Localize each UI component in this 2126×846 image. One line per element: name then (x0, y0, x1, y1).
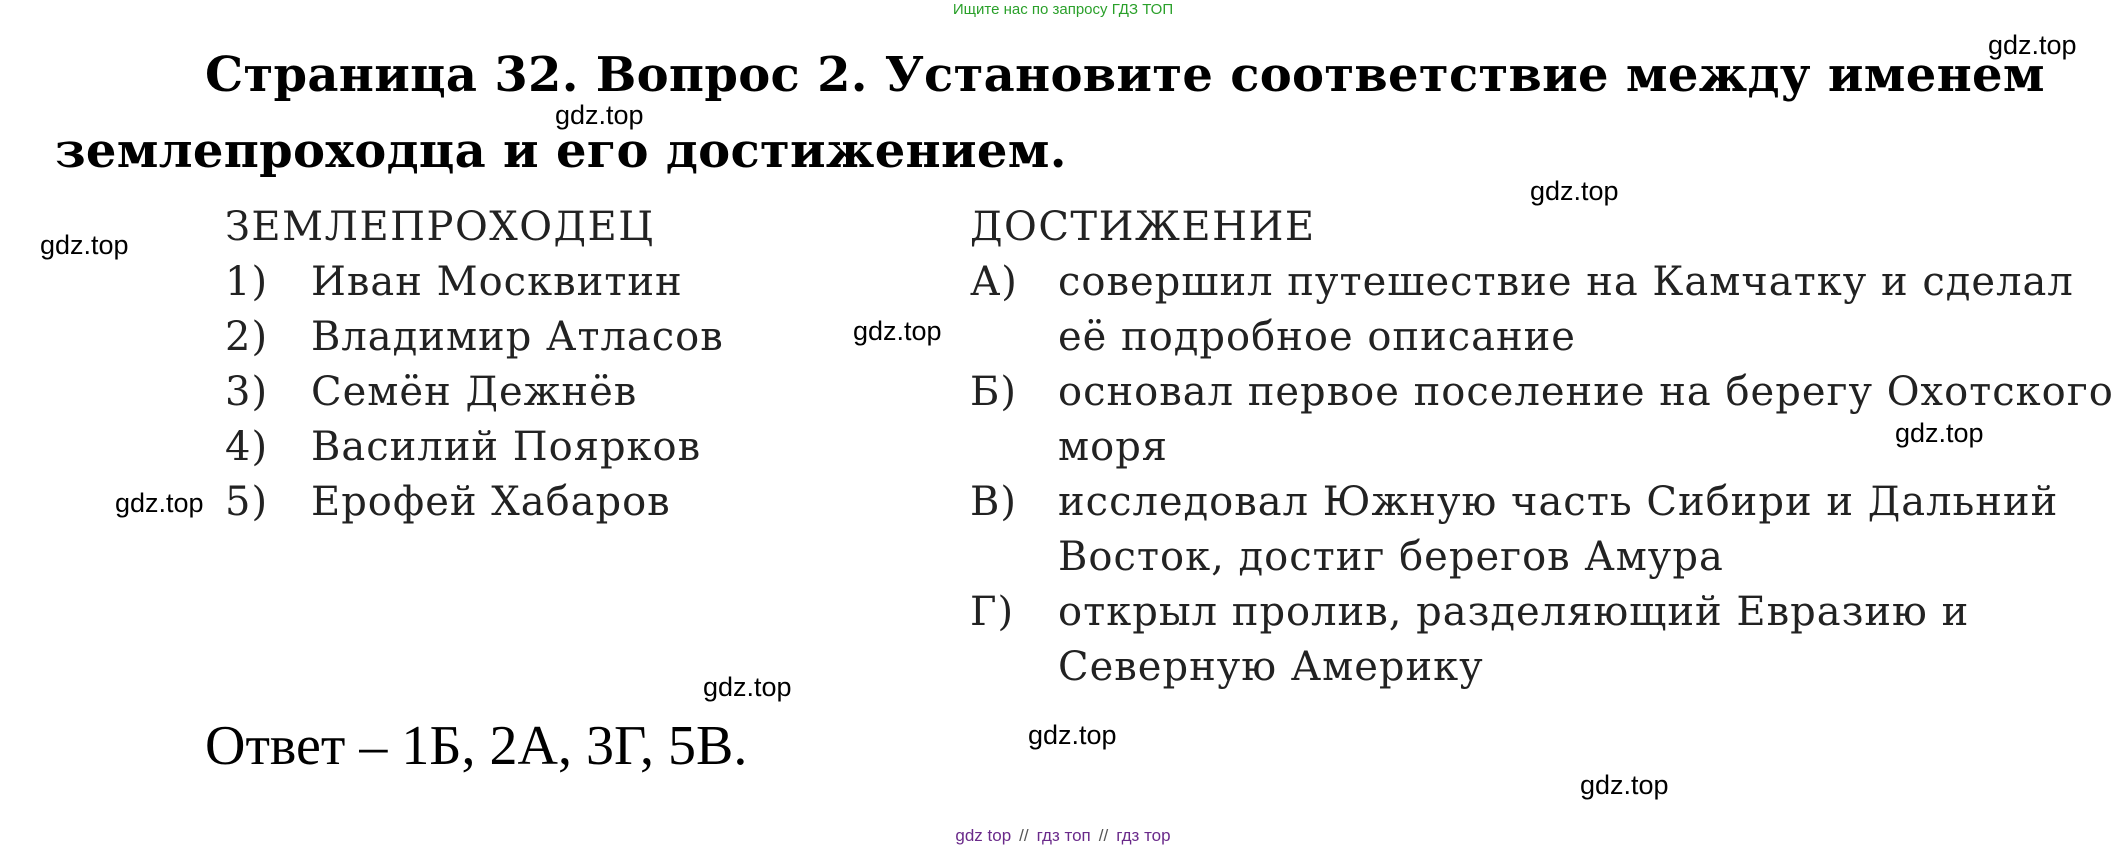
answer-text: Ответ – 1Б, 2А, 3Г, 5В. (205, 715, 748, 777)
footer-link[interactable]: gdz top (955, 826, 1012, 845)
explorer-name: Ерофей Хабаров (311, 479, 671, 525)
explorer-name: Василий Поярков (311, 424, 702, 470)
achievements-column (970, 200, 2114, 695)
explorer-number: 5) (225, 479, 269, 525)
explorer-row (225, 475, 724, 530)
achievement-text: её подробное описание (1058, 314, 1576, 360)
achievements-header: ДОСТИЖЕНИЕ (970, 204, 1316, 250)
explorer-number: 1) (225, 259, 269, 305)
achievement-text: основал первое поселение на берегу Охотского (1058, 369, 2114, 415)
explorer-row (225, 310, 724, 365)
watermark: gdz.top (40, 230, 129, 260)
achievement-letter: В) (970, 479, 1017, 525)
achievement-letter: А) (970, 259, 1018, 305)
watermark: gdz.top (703, 672, 792, 702)
footer-link[interactable]: гдз топ (1036, 826, 1091, 845)
watermark: gdz.top (1988, 30, 2077, 60)
explorer-row (225, 365, 724, 420)
achievement-text: Северную Америку (1058, 644, 1484, 690)
achievement-text: Восток, достиг берегов Амура (1058, 534, 1724, 580)
explorer-name: Иван Москвитин (311, 259, 683, 305)
achievement-letter: Г) (970, 589, 1015, 635)
explorer-name: Семён Дежнёв (311, 369, 638, 415)
explorer-number: 4) (225, 424, 269, 470)
achievement-text: исследовал Южную часть Сибири и Дальний (1058, 479, 2059, 525)
achievement-text: открыл пролив, разделяющий Евразию и (1058, 589, 1970, 635)
achievement-letter: Б) (970, 369, 1017, 415)
watermark: gdz.top (115, 488, 204, 518)
watermark: gdz.top (1530, 176, 1619, 206)
footer-separator: // (1098, 826, 1109, 845)
page-title-line-1: Страница 32. Вопрос 2. Установите соответствие между именем (205, 47, 2045, 103)
top-banner: Ищите нас по запросу ГДЗ ТОП (952, 1, 1174, 18)
watermark: gdz.top (555, 100, 644, 130)
watermark: gdz.top (1580, 770, 1669, 800)
watermark: gdz.top (853, 316, 942, 346)
footer-link[interactable]: гдз тор (1116, 826, 1171, 845)
achievement-text: совершил путешествие на Камчатку и сделал (1058, 259, 2074, 305)
achievement-row (970, 475, 2114, 585)
footer-links (0, 826, 2126, 846)
achievement-row (970, 255, 2114, 365)
explorer-row (225, 420, 724, 475)
explorer-number: 3) (225, 369, 269, 415)
explorers-header: ЗЕМЛЕПРОХОДЕЦ (225, 204, 655, 250)
footer-separator: // (1019, 826, 1029, 845)
watermark: gdz.top (1895, 418, 1984, 448)
watermark: gdz.top (1028, 720, 1117, 750)
explorer-number: 2) (225, 314, 269, 360)
achievement-text: моря (1058, 424, 1169, 470)
achievement-row (970, 585, 2114, 695)
explorer-name: Владимир Атласов (311, 314, 724, 360)
page-title-line-2: землепроходца и его достижением. (55, 123, 1067, 179)
achievement-row (970, 365, 2114, 475)
explorers-column (225, 200, 724, 530)
explorer-row (225, 255, 724, 310)
